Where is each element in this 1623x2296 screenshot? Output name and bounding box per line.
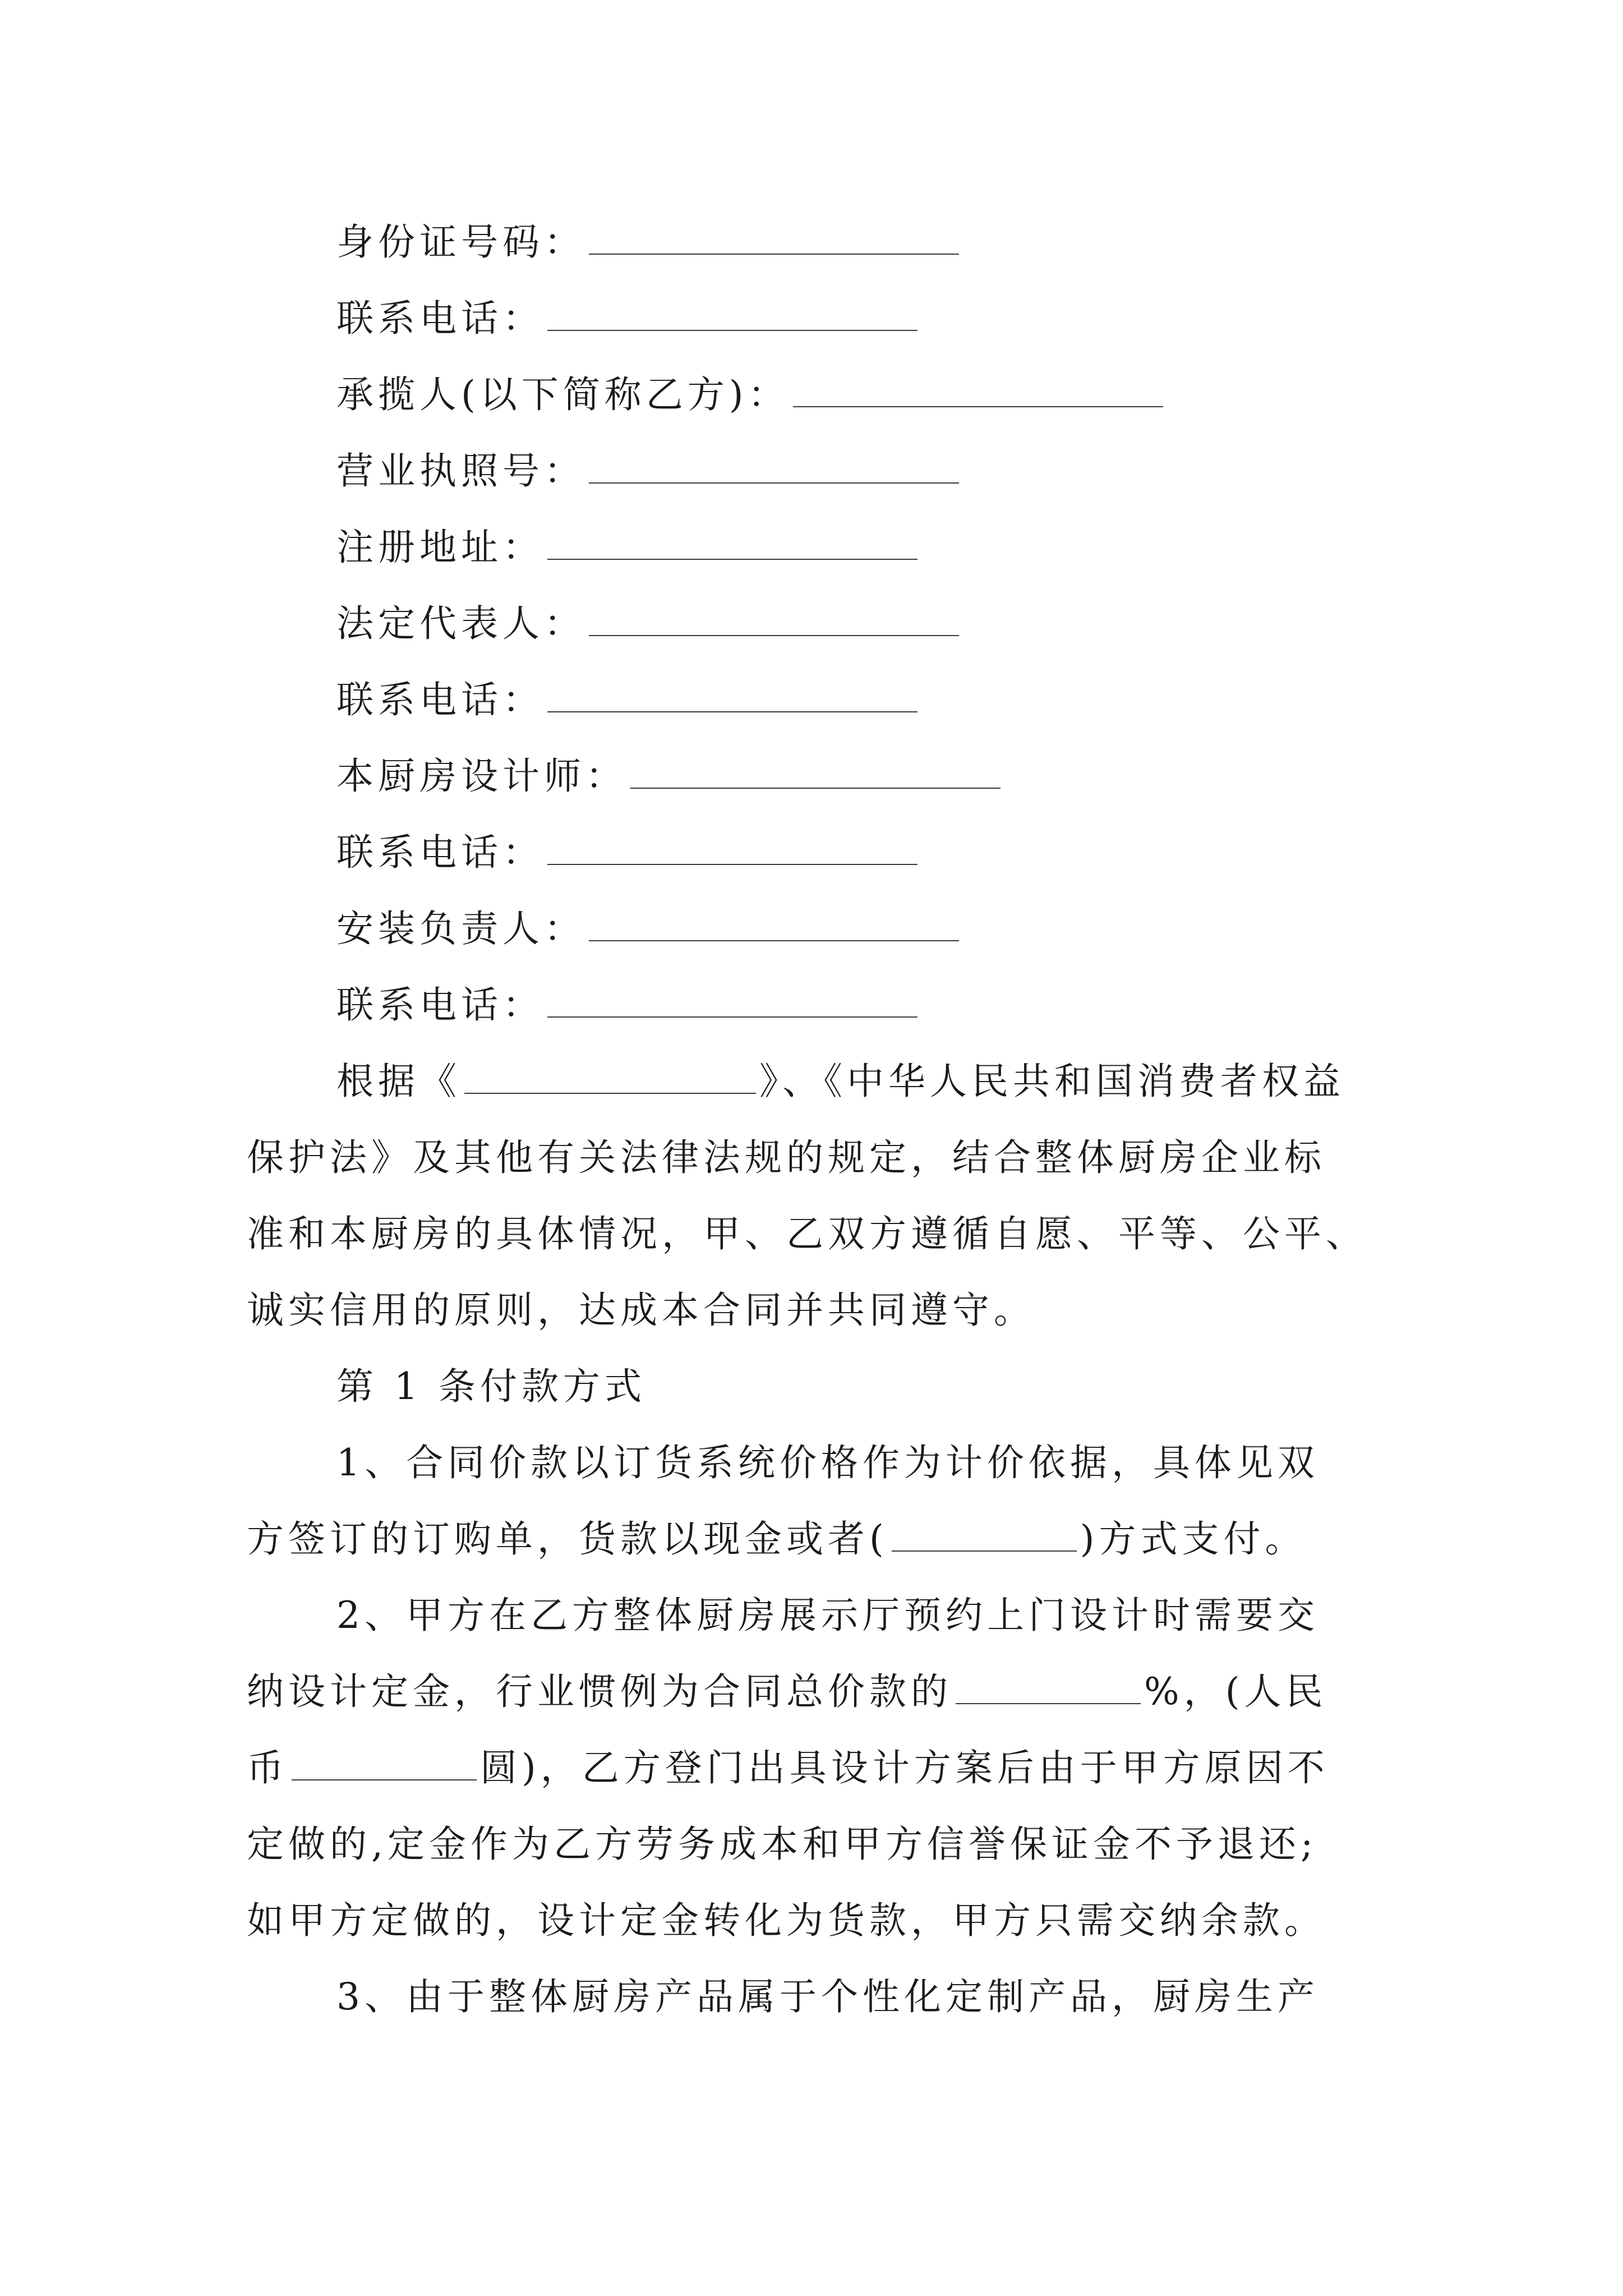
field-label: 法定代表人： [336,602,585,645]
fill-blank[interactable] [547,298,917,331]
field-label: 安装负责人： [336,907,585,950]
clause-2-line-3: 币 圆)，乙方登门出具设计方案后由于甲方原因不 [247,1746,1329,1789]
fill-blank[interactable] [547,832,917,865]
installer-field [336,907,962,951]
field-label: 本厨房设计师： [336,754,627,798]
registered-address-field [336,525,921,570]
clause-2-line-1: 2、甲方在乙方整体厨房展示厅预约上门设计时需要交 [336,1594,1319,1637]
intro-line-1: 根据《 》、《中华人民共和国消费者权益 [336,1060,1345,1103]
phone-field [336,678,921,723]
clause-2-line-4: 定做的,定金作为乙方劳务成本和甲方信誉保证金不予退还; [247,1823,1318,1866]
legal-representative-field [336,601,962,646]
field-label: 联系电话： [336,678,544,721]
field-label: 承揽人(以下简称乙方)： [336,373,790,416]
fill-blank[interactable] [793,375,1163,407]
intro-line-4: 诚实信用的原则，达成本合同并共同遵守。 [247,1289,1035,1332]
fill-blank[interactable] [547,985,917,1018]
fill-blank[interactable] [547,680,917,712]
field-label: 身份证号码： [336,220,585,264]
fill-blank[interactable] [547,527,917,560]
deposit-percent-blank[interactable] [956,1672,1141,1704]
contractor-field [336,372,1166,417]
id-number-field [336,220,962,265]
payment-method-blank[interactable] [892,1519,1077,1552]
fill-blank[interactable] [589,909,959,941]
intro-line-3: 准和本厨房的具体情况，甲、乙双方遵循自愿、平等、公平、 [247,1212,1367,1255]
intro-line-2: 保护法》及其他有关法律法规的规定，结合整体厨房企业标 [247,1136,1326,1179]
phone-field [336,983,921,1028]
fill-blank[interactable] [630,756,1000,789]
field-label: 联系电话： [336,297,544,340]
business-license-field [336,449,962,494]
clause-1-line-1: 1、合同价款以订货系统价格作为计价依据，具体见双 [336,1441,1319,1484]
phone-field [336,830,921,875]
field-label: 联系电话： [336,831,544,874]
article-heading: 第 1 条付款方式 [336,1365,646,1408]
law-name-blank[interactable] [464,1061,756,1094]
clause-1-line-2: 方签订的订购单，货款以现金或者( )方式支付。 [247,1517,1307,1561]
field-label: 联系电话： [336,983,544,1027]
fill-blank[interactable] [589,604,959,636]
fill-blank[interactable] [589,222,959,255]
field-label: 注册地址： [336,526,544,569]
clause-2-line-2: 纳设计定金，行业惯例为合同总价款的 %，(人民 [247,1670,1327,1713]
fill-blank[interactable] [589,451,959,484]
phone-field [336,296,921,341]
designer-field [336,754,1004,799]
clause-3-line-1: 3、由于整体厨房产品属于个性化定制产品，厨房生产 [336,1975,1319,2018]
clause-2-line-5: 如甲方定做的，设计定金转化为货款，甲方只需交纳余款。 [247,1899,1326,1942]
deposit-amount-blank[interactable] [292,1748,477,1780]
field-label: 营业执照号： [336,449,585,493]
